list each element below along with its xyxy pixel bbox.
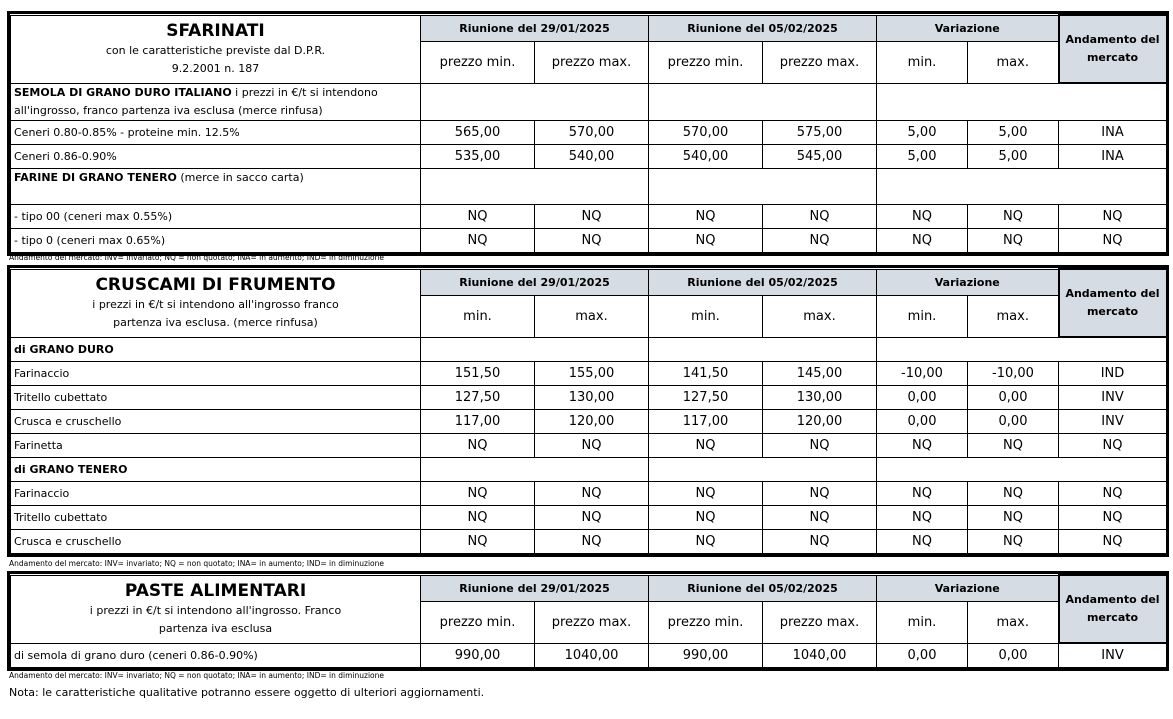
cell-value: NQ: [421, 433, 535, 457]
cruscami-section: [7, 265, 1169, 557]
col-var-max: max.: [968, 295, 1059, 337]
cell-value: NQ: [968, 204, 1059, 228]
row-label: Farinetta: [11, 433, 421, 457]
cell-value: 0,00: [968, 409, 1059, 433]
cell-value: 127,50: [421, 385, 535, 409]
cell-value: NQ: [763, 228, 877, 252]
row-label: Crusca e cruschello: [11, 409, 421, 433]
cruscami-table: [10, 268, 1168, 554]
cell-value: NQ: [877, 204, 968, 228]
sfarinati-section: [7, 11, 1169, 256]
group-semola-bold: SEMOLA DI GRANO DURO ITALIANO: [14, 85, 232, 99]
col-price-min-2: prezzo min.: [649, 601, 763, 643]
col-price-max-2: prezzo max.: [763, 41, 877, 83]
paste-table: [10, 574, 1168, 668]
row-label: Ceneri 0.80-0.85% - proteine min. 12.5%: [11, 120, 421, 144]
trend-value: INV: [1059, 643, 1167, 667]
trend-value: NQ: [1059, 204, 1167, 228]
cell-value: 117,00: [421, 409, 535, 433]
table-row: [11, 228, 1167, 252]
cell-value: 540,00: [649, 144, 763, 168]
group-farine-bold: FARINE DI GRANO TENERO: [14, 170, 177, 184]
variation-header: Variazione: [877, 575, 1059, 601]
cell-value: 0,00: [877, 409, 968, 433]
cell-value: NQ: [877, 228, 968, 252]
section-subtitle-line1: i prezzi in €/t si intendono all'ingrosso franco: [92, 297, 339, 311]
trend-value: INA: [1059, 144, 1167, 168]
legend-cruscami: Andamento del mercato: INV= invariato; NQ = non quotato; INA= in aumento; IND= in diminuzione: [9, 559, 384, 568]
cell-value: NQ: [968, 481, 1059, 505]
table-row: [11, 481, 1167, 505]
col-var-max: max.: [968, 601, 1059, 643]
cell-value: 0,00: [968, 385, 1059, 409]
cell-value: NQ: [535, 433, 649, 457]
cell-value: NQ: [968, 433, 1059, 457]
section-title-cell: [11, 15, 421, 83]
cell-value: NQ: [763, 529, 877, 553]
cell-value: 1040,00: [763, 643, 877, 667]
trend-header: Andamento del mercato: [1059, 575, 1167, 643]
cell-value: 130,00: [763, 385, 877, 409]
col-max-1: max.: [535, 295, 649, 337]
col-min-2: min.: [649, 295, 763, 337]
cell-value: NQ: [535, 529, 649, 553]
row-label: - tipo 0 (ceneri max 0.65%): [11, 228, 421, 252]
meeting2-header: Riunione del 05/02/2025: [649, 269, 877, 295]
section-subtitle-line1: con le caratteristiche previste dal D.P.R.: [105, 43, 326, 57]
section-title-cell: [11, 269, 421, 337]
trend-header: Andamento del mercato: [1059, 15, 1167, 83]
trend-value: NQ: [1059, 433, 1167, 457]
cell-value: 990,00: [649, 643, 763, 667]
cell-value: NQ: [649, 481, 763, 505]
meeting2-header: Riunione del 05/02/2025: [649, 15, 877, 41]
sfarinati-table: [10, 14, 1168, 253]
meeting1-header: Riunione del 29/01/2025: [421, 269, 649, 295]
cell-value: NQ: [421, 228, 535, 252]
table-row: [11, 361, 1167, 385]
group-semola-line2: all'ingrosso, franco partenza iva esclusa (merce rinfusa): [14, 103, 323, 117]
trend-value: INV: [1059, 409, 1167, 433]
group-semola-rest: i prezzi in €/t si intendono: [231, 85, 378, 99]
trend-value: NQ: [1059, 481, 1167, 505]
section-subtitle-line2: 9.2.2001 n. 187: [171, 61, 260, 75]
cell-value: NQ: [421, 529, 535, 553]
table-row: [11, 204, 1167, 228]
row-label: Crusca e cruschello: [11, 529, 421, 553]
table-row: [11, 385, 1167, 409]
cell-value: 565,00: [421, 120, 535, 144]
cell-value: 540,00: [535, 144, 649, 168]
col-var-min: min.: [877, 601, 968, 643]
trend-value: NQ: [1059, 228, 1167, 252]
cell-value: NQ: [649, 529, 763, 553]
cell-value: 570,00: [649, 120, 763, 144]
trend-header: Andamento del mercato: [1059, 269, 1167, 337]
cell-value: 120,00: [763, 409, 877, 433]
cell-value: NQ: [763, 204, 877, 228]
col-price-min-2: prezzo min.: [649, 41, 763, 83]
cell-value: NQ: [421, 505, 535, 529]
col-price-min-1: prezzo min.: [421, 41, 535, 83]
legend-sfarinati: Andamento del mercato: INV= invariato; NQ = non quotato; INA= in aumento; IND= in diminuzione: [9, 253, 384, 262]
cell-value: 575,00: [763, 120, 877, 144]
cell-value: 5,00: [968, 120, 1059, 144]
cell-value: NQ: [968, 505, 1059, 529]
cell-value: 535,00: [421, 144, 535, 168]
cell-value: NQ: [877, 433, 968, 457]
cell-value: NQ: [763, 433, 877, 457]
cell-value: 545,00: [763, 144, 877, 168]
table-row: [11, 409, 1167, 433]
cell-value: 0,00: [968, 643, 1059, 667]
cell-value: 120,00: [535, 409, 649, 433]
cell-value: 1040,00: [535, 643, 649, 667]
col-var-min: min.: [877, 41, 968, 83]
cell-value: NQ: [421, 204, 535, 228]
col-price-max-1: prezzo max.: [535, 601, 649, 643]
col-price-min-1: prezzo min.: [421, 601, 535, 643]
section-subtitle-line2: partenza iva esclusa. (merce rinfusa): [113, 315, 318, 329]
meeting1-header: Riunione del 29/01/2025: [421, 575, 649, 601]
cell-value: NQ: [877, 481, 968, 505]
table-row: [11, 144, 1167, 168]
col-max-2: max.: [763, 295, 877, 337]
row-label: Farinaccio: [11, 361, 421, 385]
section-title: PASTE ALIMENTARI: [124, 580, 307, 601]
legend-paste: Andamento del mercato: INV= invariato; NQ = non quotato; INA= in aumento; IND= in diminuzione: [9, 671, 384, 680]
cell-value: 130,00: [535, 385, 649, 409]
trend-value: NQ: [1059, 529, 1167, 553]
cell-value: NQ: [968, 529, 1059, 553]
section-subtitle-line1: i prezzi in €/t si intendono all'ingrosso. Franco: [89, 603, 342, 617]
cell-value: 141,50: [649, 361, 763, 385]
table-row: [11, 120, 1167, 144]
cell-value: 5,00: [968, 144, 1059, 168]
paste-section: [7, 571, 1169, 671]
col-min-1: min.: [421, 295, 535, 337]
cell-value: NQ: [649, 204, 763, 228]
section-title: CRUSCAMI DI FRUMENTO: [95, 274, 336, 295]
row-label: di semola di grano duro (ceneri 0.86-0.90%): [11, 643, 421, 667]
cell-value: 127,50: [649, 385, 763, 409]
cell-value: NQ: [535, 204, 649, 228]
section-title: SFARINATI: [166, 20, 265, 41]
cell-value: 990,00: [421, 643, 535, 667]
trend-value: INV: [1059, 385, 1167, 409]
col-var-min: min.: [877, 295, 968, 337]
cell-value: 117,00: [649, 409, 763, 433]
row-label: Ceneri 0.86-0.90%: [11, 144, 421, 168]
group-semola-label: [11, 83, 421, 120]
cell-value: 151,50: [421, 361, 535, 385]
table-row: [11, 529, 1167, 553]
cell-value: NQ: [877, 529, 968, 553]
cell-value: NQ: [877, 505, 968, 529]
section-title-cell: [11, 575, 421, 643]
table-row: [11, 433, 1167, 457]
cell-value: NQ: [649, 505, 763, 529]
group-grano-duro-label: di GRANO DURO: [11, 337, 421, 361]
trend-value: NQ: [1059, 505, 1167, 529]
cell-value: 5,00: [877, 144, 968, 168]
section-subtitle-line2: partenza iva esclusa: [158, 621, 273, 635]
footnote: Nota: le caratteristiche qualitative potranno essere oggetto di ulteriori aggiornamenti.: [9, 686, 485, 699]
cell-value: 145,00: [763, 361, 877, 385]
col-price-max-2: prezzo max.: [763, 601, 877, 643]
cell-value: NQ: [649, 228, 763, 252]
cell-value: NQ: [535, 481, 649, 505]
variation-header: Variazione: [877, 269, 1059, 295]
cell-value: NQ: [763, 481, 877, 505]
col-price-max-1: prezzo max.: [535, 41, 649, 83]
cell-value: 570,00: [535, 120, 649, 144]
row-label: - tipo 00 (ceneri max 0.55%): [11, 204, 421, 228]
group-farine-label: [11, 168, 421, 204]
cell-value: NQ: [649, 433, 763, 457]
cell-value: NQ: [421, 481, 535, 505]
table-row: [11, 643, 1167, 667]
cell-value: 0,00: [877, 643, 968, 667]
meeting1-header: Riunione del 29/01/2025: [421, 15, 649, 41]
meeting2-header: Riunione del 05/02/2025: [649, 575, 877, 601]
cell-value: NQ: [535, 228, 649, 252]
group-grano-tenero-label: di GRANO TENERO: [11, 457, 421, 481]
row-label: Tritello cubettato: [11, 385, 421, 409]
cell-value: 0,00: [877, 385, 968, 409]
row-label: Tritello cubettato: [11, 505, 421, 529]
group-farine-rest: (merce in sacco carta): [176, 170, 304, 184]
col-var-max: max.: [968, 41, 1059, 83]
table-row: [11, 505, 1167, 529]
cell-value: NQ: [763, 505, 877, 529]
trend-value: INA: [1059, 120, 1167, 144]
cell-value: 5,00: [877, 120, 968, 144]
cell-value: -10,00: [877, 361, 968, 385]
cell-value: 155,00: [535, 361, 649, 385]
row-label: Farinaccio: [11, 481, 421, 505]
variation-header: Variazione: [877, 15, 1059, 41]
cell-value: -10,00: [968, 361, 1059, 385]
cell-value: NQ: [968, 228, 1059, 252]
trend-value: IND: [1059, 361, 1167, 385]
cell-value: NQ: [535, 505, 649, 529]
